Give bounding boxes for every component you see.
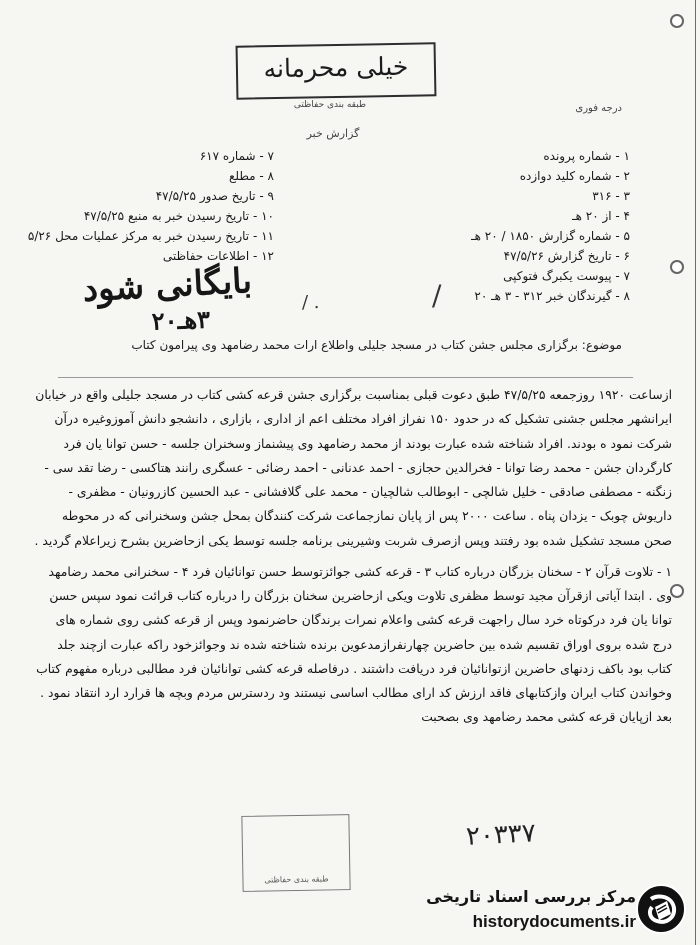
subject-divider xyxy=(58,377,633,378)
subject-label: موضوع xyxy=(585,338,622,352)
meta-line: ۹ - تاریخ صدور ۴۷/۵/۲۵ xyxy=(155,189,274,203)
meta-line: ۲ - شماره کلید دوازده xyxy=(519,169,630,183)
page-edge xyxy=(695,0,696,945)
meta-line: ۷ - شماره ۶۱۷ xyxy=(199,149,274,163)
meta-line: ۴ - از ۲۰ هـ xyxy=(572,209,630,223)
punch-hole xyxy=(670,584,684,598)
archive-note: بایگانی شود xyxy=(81,261,253,310)
priority-label: درجه فوری xyxy=(575,103,622,114)
meta-line: ۱۰ - تاریخ رسیدن خبر به منبع ۴۷/۵/۲۵ xyxy=(83,209,274,223)
watermark-title: مرکز بررسی اسناد تاریخی xyxy=(426,887,636,906)
meta-line: ۳ - ۳۱۶ xyxy=(592,189,630,203)
watermark-url: historydocuments.ir xyxy=(472,912,636,931)
report-title: گزارش خبر xyxy=(306,127,360,140)
meta-line: ۶ - تاریخ گزارش ۴۷/۵/۲۶ xyxy=(503,249,630,263)
spiral-document-icon xyxy=(636,884,686,934)
bottom-handwritten-number: ۲۰۳۳۷ xyxy=(465,818,537,852)
watermark-logo-svg xyxy=(638,886,684,932)
punch-hole xyxy=(670,260,684,274)
meta-line: ۱۱ - تاریخ رسیدن خبر به مرکز عملیات محل ۵/۲۶ xyxy=(27,229,274,243)
subject-text: : برگزاری مجلس جشن کتاب در مسجد جلیلی واطلاع ارات محمد رضامهد وی پیرامون کتاب xyxy=(131,338,586,352)
bottom-stamp-label: طبقه بندی حفاظتی xyxy=(264,874,329,885)
stamp-title: خیلی محرمانه xyxy=(263,51,409,84)
left-meta-block xyxy=(27,146,274,266)
bottom-classification-stamp xyxy=(241,814,350,892)
meta-line: ۸ - مطلع xyxy=(228,169,274,183)
handwritten-mark: /‌ . xyxy=(302,292,320,313)
handwritten-slash-mark: / xyxy=(432,279,442,312)
watermark xyxy=(420,880,690,938)
subject-block xyxy=(72,336,622,355)
punch-hole xyxy=(670,14,684,28)
report-body xyxy=(34,383,672,737)
classification-stamp xyxy=(236,42,437,99)
meta-line: ۸ - گیرندگان خبر ۳۱۲ - ۳ هـ ۲۰ xyxy=(474,289,630,303)
meta-line: ۱ - شماره پرونده xyxy=(543,149,630,163)
report-paragraph: ازساعت ۱۹۲۰ روزجمعه ۴۷/۵/۲۵ طبق دعوت قبلی بمناسبت برگزاری جشن قرعه کشی کتاب در مسجد جلیلی واقع در خیابان ایرانشهر مجلس جشنی تشکیل که در حدود ۱۵۰ نفراز افراد مختلف اعم از ادارى ، بازاری ، دانشجو دانش آموزوغیره درآن شرکت نمود ه بودند. افراد شناخته شده عبارت بودند از محمد رضامهد وی پیشنماز وسخنران جلسه - حسن توانا یان فرد کارگردان جشن - محمد رضا توانا - فخرالدین حجازی - احمد عدنانی - احمد رضائی - عسگری رانند هتاکسی - رضا تقد سی - زنگنه - مصطفی صادقی - خلیل شالچی - ابوطالب شالچیان - محمد علی گلافشانی - عبد الحسین کازرونیان - مظفری - داریوش چوبک - یزدان پناه . ساعت ۲۰۰۰ پس از پایان نمازجماعت شرکت کنندگان بمحل جشن وسخنرانی که در محوطه صحن مسجد تشکیل شده بود رفتند وپس ازصرف شربت وشیرینی برنامه جلسه توسط یکی ازحاضرین بشرح زیراعلام گردید . xyxy=(34,388,672,548)
meta-line: ۱۲ - اطلاعات حفاظتی xyxy=(162,249,274,263)
meta-line: ۷ - پیوست یکبرگ فتوکپی xyxy=(503,269,630,283)
meta-line: ۵ - شماره گزارش ۱۸۵۰ / ۲۰ هـ xyxy=(471,229,630,243)
report-paragraph: ۱ - تلاوت قرآن ۲ - سخنان بزرگان درباره کتاب ۳ - قرعه کشی جوائزتوسط حسن توانائیان فرد ۴ - سخنرانی محمد رضامهد وی . ابتدا آیاتی ازقرآن مجید توسط مظفری تلاوت ویکی ازحاضرین سخنان بزرگان را درباره کتاب قرائت نمود سپس حسن توانا یان فرد درکوتاه خرد سال راجهت قرعه کشی واعلام نمرات برندگان حاضرنمود وپس از قرعه کشی روی شماره های درج شده بروی اوراق تقسیم شده بین حاضرین چهارنفرازمدعوین برنده شناخته شده ند وجوائزخود راکه عبارت ازچند جلد کتاب بود باکف زدنهای حاضرین ازتوانائیان فرد دریافت داشتند . درفاصله قرعه کشی توانائیان فرد مطالبی درباره مفهوم کتاب وخواندن کتاب ایران وازکتابهای فاقد ارزش کد ارای مطالب اساسی نیستند ود ردسترس مردم وبچه ها قرارد ارد انتقاد نمود . بعد ازپایان قرعه کشی محمد رضامهد وی بصحبت xyxy=(36,564,672,725)
classification-label: طبقه بندی حفاظتی xyxy=(293,100,367,110)
archive-code: ۳هـ۲۰ xyxy=(151,304,211,336)
